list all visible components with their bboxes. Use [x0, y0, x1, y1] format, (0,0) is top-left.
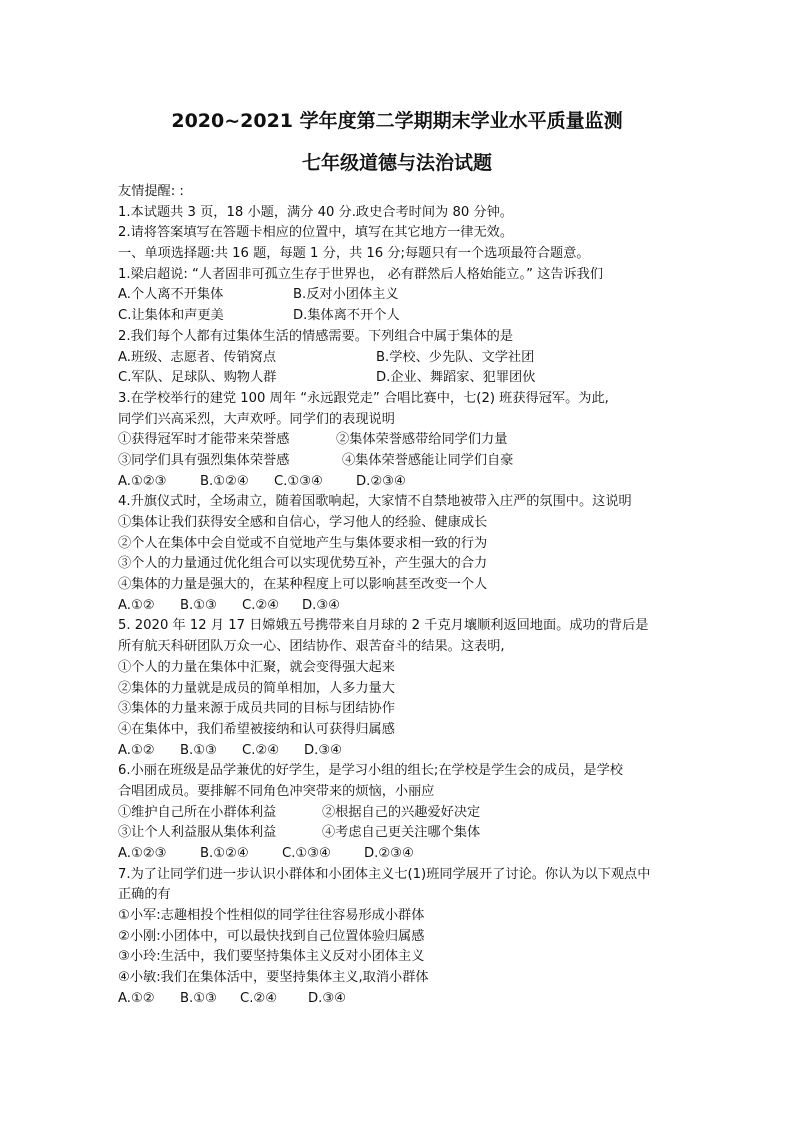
- exam-subtitle: 七年级道德与法治试题: [301, 152, 492, 174]
- question-3-stem-line-2: 同学们兴高采烈，大声欢呼。同学们的表现说明: [118, 411, 395, 427]
- question-5-statement-3: ③集体的力量来源于成员共同的目标与团结协作: [118, 701, 395, 717]
- question-7-option-b: B.①③: [180, 990, 217, 1006]
- question-3-option-d: D.②③④: [356, 473, 406, 489]
- question-2-option-b: B.学校、少先队、文学社团: [376, 349, 535, 365]
- question-4-statement-1: ①集体让我们获得安全感和自信心，学习他人的经验、健康成长: [118, 515, 488, 530]
- question-6-options: [118, 844, 688, 865]
- question-4-option-a: A.①②: [118, 597, 155, 613]
- question-3-stem-line-1: 3.在学校举行的建党 100 周年 “永远跟党走” 合唱比赛中，七(2) 班获得冠军。为此,: [118, 390, 609, 406]
- question-3-statements-row-1: [118, 430, 688, 451]
- question-5-option-b: B.①③: [180, 742, 217, 758]
- question-2-option-d: D.企业、舞蹈家、犯罪团伙: [376, 370, 536, 386]
- question-1-options-row-2: [118, 306, 688, 327]
- notice-line-1: 1.本试题共 3 页，18 小题，满分 40 分.政史合考时间为 80 分钟。: [118, 204, 513, 220]
- question-6-statement-3: ③让个人利益服从集体利益: [118, 825, 277, 841]
- question-7-statement-1: ①小军:志趣相投个性相似的同学往往容易形成小群体: [118, 908, 425, 924]
- question-2-options-row-1: [118, 348, 688, 369]
- question-6-statement-2: ②根据自己的兴趣爱好决定: [322, 804, 481, 820]
- question-5-stem-line-2: 所有航天科研团队万众一心、团结协作、艰苦奋斗的结果。这表明,: [118, 639, 505, 655]
- question-5-statement-4: ④在集体中，我们希望被接纳和认可获得归属感: [118, 721, 395, 737]
- question-1-option-c: C.让集体和声更美: [118, 308, 224, 324]
- question-2-option-a: A.班级、志愿者、传销窝点: [118, 349, 277, 365]
- notice-heading: 友情提醒: :: [118, 184, 184, 199]
- question-1-option-a: A.个人离不开集体: [118, 287, 224, 303]
- question-7-statement-2: ②小刚:小团体中，可以最快找到自己位置体验归属感: [118, 928, 425, 944]
- question-7-option-a: A.①②: [118, 990, 155, 1006]
- question-4-option-b: B.①③: [180, 597, 217, 613]
- question-5-option-d: D.③④: [304, 742, 342, 758]
- question-3-statement-1: ①获得冠军时才能带来荣誉感: [118, 432, 290, 448]
- question-7-options: [118, 989, 688, 1010]
- question-7-statement-4: ④小敏:我们在集体活中，要坚持集体主义,取消小群体: [118, 970, 429, 986]
- question-4-option-d: D.③④: [302, 597, 340, 613]
- question-6-statement-1: ①维护自己所在小群体利益: [118, 804, 277, 820]
- question-3-option-b: B.①②④: [200, 473, 249, 489]
- question-7-option-d: D.③④: [308, 990, 346, 1006]
- question-5-option-a: A.①②: [118, 742, 155, 758]
- question-3-statement-2: ②集体荣誉感带给同学们力量: [336, 432, 508, 448]
- question-2-options-row-2: [118, 368, 688, 389]
- question-6-option-b: B.①②④: [200, 846, 249, 861]
- question-4-statement-2: ②个人在集体中会自觉或不自觉地产生与集体要求相一致的行为: [118, 535, 488, 551]
- question-5-options: [118, 741, 688, 762]
- question-5-stem-line-1: 5. 2020 年 12 月 17 日嫦娥五号携带来自月球的 2 千克月壤顺利返回地面。成功的背后是: [118, 618, 649, 634]
- exam-body: [118, 182, 688, 1010]
- question-6-statements-row-1: [118, 803, 688, 824]
- question-1-stem: 1.梁启超说: “人者固非可孤立生存于世界也， 必有群然后人格始能立。” 这告诉我们: [118, 266, 604, 282]
- question-4-statement-3: ③个人的力量通过优化组合可以实现优势互补，产生强大的合力: [118, 556, 488, 572]
- question-1-option-d: D.集体离不开个人: [293, 308, 400, 324]
- question-6-stem-line-2: 合唱团成员。要排解不同角色冲突带来的烦恼，小丽应: [118, 783, 435, 799]
- question-5-option-c: C.②④: [242, 742, 280, 758]
- section-heading: 一、单项选择题:共 16 题，每题 1 分，共 16 分;每题只有一个选项最符合题意。: [118, 246, 590, 262]
- question-6-stem-line-1: 6.小丽在班级是品学兼优的好学生，是学习小组的组长;在学校是学生会的成员，是学校: [118, 763, 623, 779]
- question-3-options: [118, 472, 688, 493]
- question-6-option-a: A.①②③: [118, 846, 167, 861]
- question-2-option-c: C.军队、足球队、购物人群: [118, 370, 277, 386]
- question-3-statement-3: ③同学们具有强烈集体荣誉感: [118, 452, 290, 468]
- question-6-statements-row-2: [118, 823, 688, 844]
- question-6-option-d: D.②③④: [364, 846, 414, 861]
- question-4-option-c: C.②④: [242, 597, 280, 613]
- question-1-options-row-1: [118, 285, 688, 306]
- question-4-options: [118, 596, 688, 617]
- notice-line-2: 2.请将答案填写在答题卡相应的位置中，填写在其它地方一律无效。: [118, 225, 514, 241]
- question-7-stem-line-1: 7.为了让同学们进一步认识小群体和小团体主义七(1)班同学展开了讨论。你认为以下观点中: [118, 866, 651, 882]
- question-7-option-c: C.②④: [240, 990, 278, 1006]
- question-2-stem: 2.我们每个人都有过集体生活的情感需要。下列组合中属于集体的是: [118, 328, 514, 344]
- exam-title: 2020~2021 学年度第二学期期末学业水平质量监测: [171, 110, 623, 132]
- question-3-option-c: C.①③④: [274, 473, 323, 489]
- question-6-option-c: C.①③④: [282, 846, 331, 861]
- question-1-option-b: B.反对小团体主义: [293, 287, 399, 303]
- question-3-option-a: A.①②③: [118, 473, 167, 489]
- question-7-statement-3: ③小玲:生活中，我们要坚持集体主义反对小团体主义: [118, 949, 425, 965]
- question-6-statement-4: ④考虑自己更关注哪个集体: [322, 825, 481, 841]
- question-3-statements-row-2: [118, 451, 688, 472]
- question-4-statement-4: ④集体的力量是强大的，在某种程度上可以影响甚至改变一个人: [118, 577, 488, 593]
- question-4-stem: 4.升旗仪式时，全场肃立，随着国歌响起，大家情不自禁地被带入庄严的氛围中。这说明: [118, 494, 632, 510]
- question-3-statement-4: ④集体荣誉感能让同学们自豪: [342, 452, 514, 468]
- question-5-statement-1: ①个人的力量在集体中汇聚，就会变得强大起来: [118, 659, 395, 675]
- question-5-statement-2: ②集体的力量就是成员的简单相加，人多力量大: [118, 680, 395, 696]
- question-7-stem-line-2: 正确的有: [118, 887, 171, 903]
